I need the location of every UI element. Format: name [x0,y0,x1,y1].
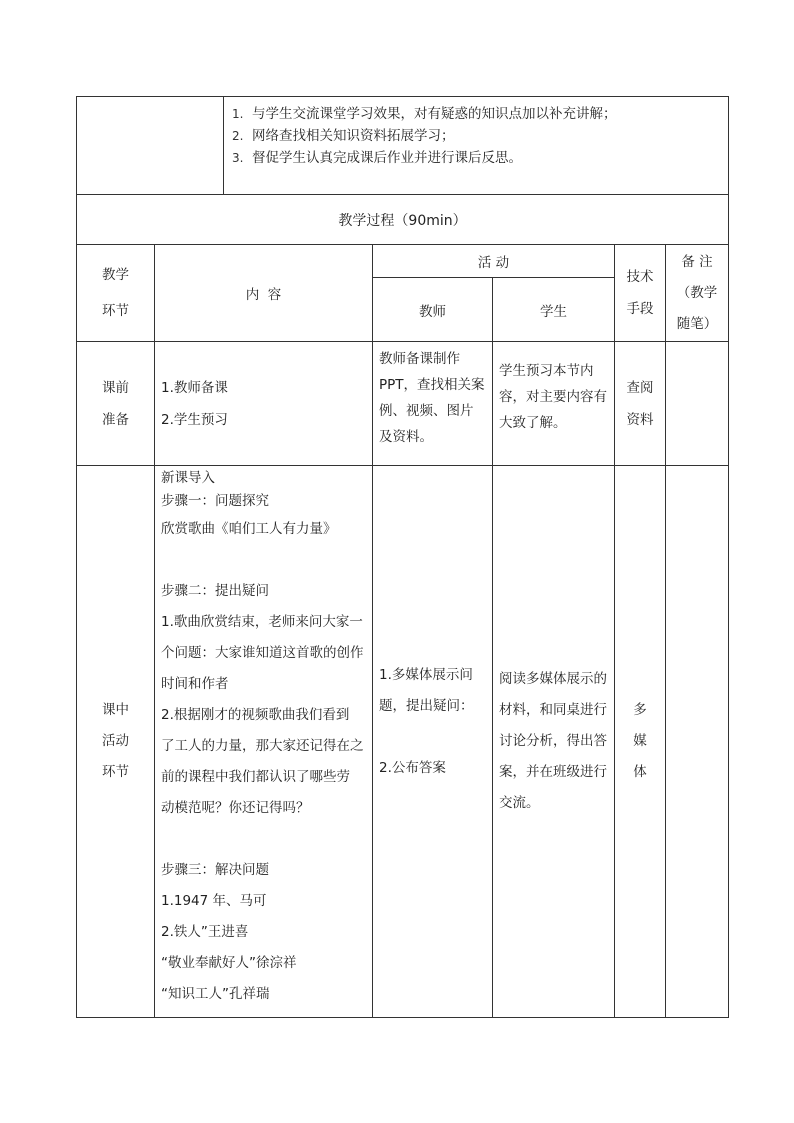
followup-list-cell [224,97,729,195]
row1-tech [615,342,666,466]
row2-stage-line2: 活动 [102,733,129,749]
list-number: 2. [232,129,244,143]
content-line: 2.铁人”王进喜 [161,924,249,940]
header-student: 学生 [493,278,615,342]
content-line: 欣赏歌曲《咱们工人有力量》 [161,521,337,537]
process-title: 教学过程（90min） [77,195,729,245]
process-table [76,194,729,1018]
row2-tech-line1: 多 [633,702,647,718]
list-text: 与学生交流课堂学习效果，对有疑惑的知识点加以补充讲解； [252,106,617,122]
list-number: 3. [232,151,244,165]
header-stage [77,245,155,342]
row2-stage-line1: 课中 [102,702,129,718]
row1-stage-line2: 准备 [102,411,129,428]
header-note-line1: 备 注 [681,253,713,270]
row2-student: 阅读多媒体展示的材料，和同桌进行讨论分析，得出答案，并在班级进行交流。 [493,466,615,1018]
row2-stage-line3: 环节 [102,764,129,780]
followup-label-cell [77,97,224,195]
content-line [161,824,366,855]
content-line: 前的课程中我们都认识了哪些劳 [161,769,350,785]
row1-note [666,342,729,466]
row2-note [666,466,729,1018]
row2-tech [615,466,666,1018]
content-line: 步骤二：提出疑问 [161,583,269,599]
header-teacher: 教师 [373,278,493,342]
header-stage-line2: 环节 [102,303,129,319]
row2-tech-line3: 体 [633,764,647,780]
row1-stage-line1: 课前 [102,379,129,396]
row1-content [155,342,373,466]
row1-tech-line2: 资料 [626,411,654,428]
row2-content [155,466,373,1018]
row2-tech-line2: 媒 [633,733,647,749]
content-line: 2.根据刚才的视频歌曲我们看到 [161,707,350,723]
header-tech-line2: 手段 [626,301,654,317]
row2-teacher-line2: 题，提出疑问： [379,697,474,714]
row1-teacher: 教师备课制作PPT，查找相关案例、视频、图片及资料。 [373,342,493,466]
content-line: 动模范呢？你还记得吗？ [161,800,310,816]
row2-teacher [373,466,493,1018]
followup-table [76,96,729,195]
list-text: 督促学生认真完成课后作业并进行课后反思。 [252,150,522,166]
header-note-line3: 随笔） [676,315,718,332]
list-item [232,125,728,147]
header-note [666,245,729,342]
content-line: 步骤三：解决问题 [161,862,269,878]
header-note-line2: （教学 [676,284,718,301]
content-line: 个问题：大家谁知道这首歌的创作 [161,645,364,661]
content-line: 1.1947 年、马可 [161,893,267,909]
row2-teacher-line3: 2.公布答案 [379,759,446,776]
header-tech-line1: 技术 [626,269,654,285]
row1-tech-line1: 查阅 [626,379,654,396]
header-stage-line1: 教学 [102,267,129,283]
list-item [232,103,728,125]
row1-content-line2: 2.学生预习 [161,411,228,428]
header-content: 内 容 [155,245,373,342]
content-line: 了工人的力量，那大家还记得在之 [161,738,364,754]
row1-content-line1: 1.教师备课 [161,379,228,396]
content-line: 步骤一：问题探究 [161,493,269,509]
content-line: 新课导入 [161,470,215,486]
row2-teacher-line1: 1.多媒体展示问 [379,666,473,683]
header-activity: 活 动 [373,245,615,278]
header-tech [615,245,666,342]
row1-student: 学生预习本节内容，对主要内容有大致了解。 [493,342,615,466]
row1-stage [77,342,155,466]
content-line: 1.歌曲欣赏结束，老师来问大家一 [161,614,363,630]
content-line: “知识工人”孔祥瑞 [161,986,270,1002]
list-number: 1. [232,107,244,121]
row2-stage [77,466,155,1018]
list-item [232,147,728,169]
content-line: “敬业奉献好人”徐淙祥 [161,955,297,971]
content-line [161,545,366,576]
list-text: 网络查找相关知识资料拓展学习； [252,128,455,144]
content-line: 时间和作者 [161,676,229,692]
